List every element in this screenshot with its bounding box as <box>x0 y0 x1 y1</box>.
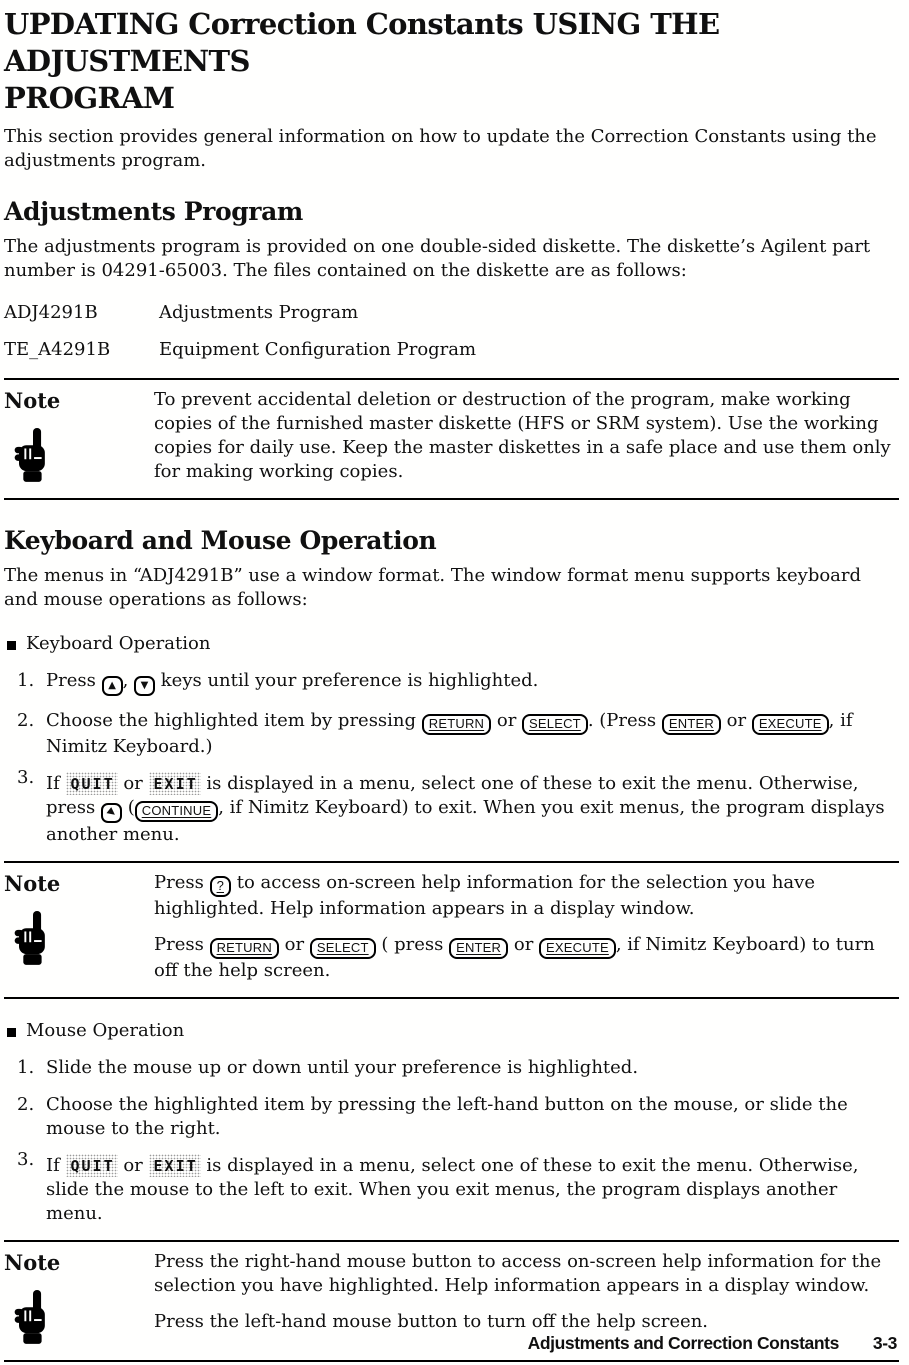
down-arrow-key-icon <box>134 676 155 696</box>
list-text: Press ▲ , ▼ keys until your preference is highlighted. <box>46 670 538 691</box>
pointing-hand-icon <box>14 911 52 967</box>
return-key: RETURN <box>422 714 491 735</box>
file-name: TE_A4291B <box>4 339 111 360</box>
note-paragraph: Press RETURN or SELECT ( press ENTER or EXECUTE , if Nimitz Keyboard) to turn off the help screen. <box>154 934 875 981</box>
file-row <box>4 338 899 362</box>
bullet-label: Keyboard Operation <box>26 633 211 654</box>
list-text: Slide the mouse up or down until your preference is highlighted. <box>46 1057 639 1078</box>
footer-page-number: 3-3 <box>872 1333 897 1353</box>
bullet-label: Mouse Operation <box>26 1020 185 1041</box>
list-item <box>4 1093 899 1141</box>
list-text: Choose the highlighted item by pressing the left-hand button on the mouse, or slide the mouse to the right. <box>46 1094 848 1139</box>
execute-key: EXECUTE <box>539 938 616 959</box>
note-label: Note <box>4 1250 61 1275</box>
pointing-hand-icon <box>14 1290 52 1346</box>
continue-arrow-key-icon <box>101 803 122 823</box>
intro-paragraph: This section provides general information on how to update the Correction Constants using the adjustments program. <box>4 126 877 171</box>
list-number: 3. <box>17 767 35 788</box>
file-name: ADJ4291B <box>4 302 98 323</box>
select-key: SELECT <box>310 938 376 959</box>
page-title <box>4 6 899 117</box>
select-key: SELECT <box>522 714 588 735</box>
list-number: 1. <box>17 1057 35 1078</box>
bullet-row-keyboard <box>4 632 899 656</box>
up-arrow-key-icon <box>102 676 123 696</box>
square-bullet-icon <box>7 641 16 650</box>
list-item <box>4 767 899 847</box>
note-body <box>154 388 893 484</box>
file-row <box>4 301 899 325</box>
page-title-line-2: PROGRAM <box>4 81 175 115</box>
note-label: Note <box>4 388 61 413</box>
note-paragraph: Press the left-hand mouse button to turn off the help screen. <box>154 1311 709 1332</box>
section-heading-adjustments-program: Adjustments Program <box>4 197 303 226</box>
note-side <box>4 871 154 983</box>
pointing-hand-icon <box>14 428 52 484</box>
section-heading-keyboard-mouse: Keyboard and Mouse Operation <box>4 526 437 555</box>
list-text: If QUIT or EXIT is displayed in a menu, select one of these to exit the menu. Otherwise, slide the mouse to the left to exit. When you exit menus, the program displays another menu. <box>46 1155 859 1224</box>
note-paragraph: To prevent accidental deletion or destruction of the program, make working copies of the furnished master diskette (HFS or SRM system). Use the working copies for daily use. Keep the master diskettes in a safe place and use them only for making working copies. <box>154 389 891 482</box>
page-footer <box>528 1331 897 1355</box>
list-number: 1. <box>17 670 35 691</box>
list-number: 3. <box>17 1149 35 1170</box>
file-description: Equipment Configuration Program <box>159 339 477 360</box>
execute-key: EXECUTE <box>752 714 829 735</box>
page-title-line-1: UPDATING Correction Constants USING THE ADJUSTMENTS <box>4 7 720 78</box>
quit-menu-keyword: QUIT <box>66 1154 118 1177</box>
footer-chapter-title: Adjustments and Correction Constants <box>527 1333 839 1353</box>
continue-key: CONTINUE <box>135 801 219 822</box>
note-block <box>4 861 899 999</box>
list-item <box>4 1149 899 1226</box>
enter-key: ENTER <box>449 938 508 959</box>
list-number: 2. <box>17 710 35 731</box>
keyboard-mouse-body: The menus in “ADJ4291B” use a window format. The window format menu supports keyboard and mouse operations as follows: <box>4 565 862 610</box>
adjustments-program-body: The adjustments program is provided on one double-sided diskette. The diskette’s Agilent part number is 04291-65003. The files contained on the diskette are as follows: <box>4 236 871 281</box>
list-text: Choose the highlighted item by pressing RETURN or SELECT . (Press ENTER or EXECUTE , if Nimitz Keyboard.) <box>46 710 853 757</box>
list-text: If QUIT or EXIT is displayed in a menu, select one of these to exit the menu. Otherwise, press ▶ ( CONTINUE , if Nimitz Keyboard) to exit. When you exit menus, the program displays another menu. <box>46 773 885 845</box>
square-bullet-icon <box>7 1028 16 1037</box>
up-arrow-key-icon-glyph: ▲ <box>108 680 116 691</box>
note-block <box>4 378 899 500</box>
note-body <box>154 871 893 983</box>
note-paragraph: Press ? to access on-screen help information for the selection you have highlighted. Help information appears in a display window. <box>154 872 815 919</box>
list-item <box>4 669 899 696</box>
note-label: Note <box>4 871 61 896</box>
return-key: RETURN <box>210 938 279 959</box>
exit-menu-keyword: EXIT <box>149 1154 201 1177</box>
bullet-row-mouse <box>4 1019 899 1043</box>
list-number: 2. <box>17 1094 35 1115</box>
file-description: Adjustments Program <box>159 302 359 323</box>
quit-menu-keyword: QUIT <box>66 772 118 795</box>
note-side <box>4 388 154 484</box>
list-item <box>4 709 899 759</box>
continue-arrow-key-icon-glyph: ▶ <box>105 805 118 820</box>
note-side <box>4 1250 154 1346</box>
down-arrow-key-icon-glyph: ▼ <box>140 680 149 691</box>
help-key: ? <box>210 876 231 897</box>
exit-menu-keyword: EXIT <box>149 772 201 795</box>
note-paragraph: Press the right-hand mouse button to access on-screen help information for the selection you have highlighted. Help information appears in a display window. <box>154 1251 882 1296</box>
enter-key: ENTER <box>662 714 721 735</box>
list-item <box>4 1056 899 1080</box>
